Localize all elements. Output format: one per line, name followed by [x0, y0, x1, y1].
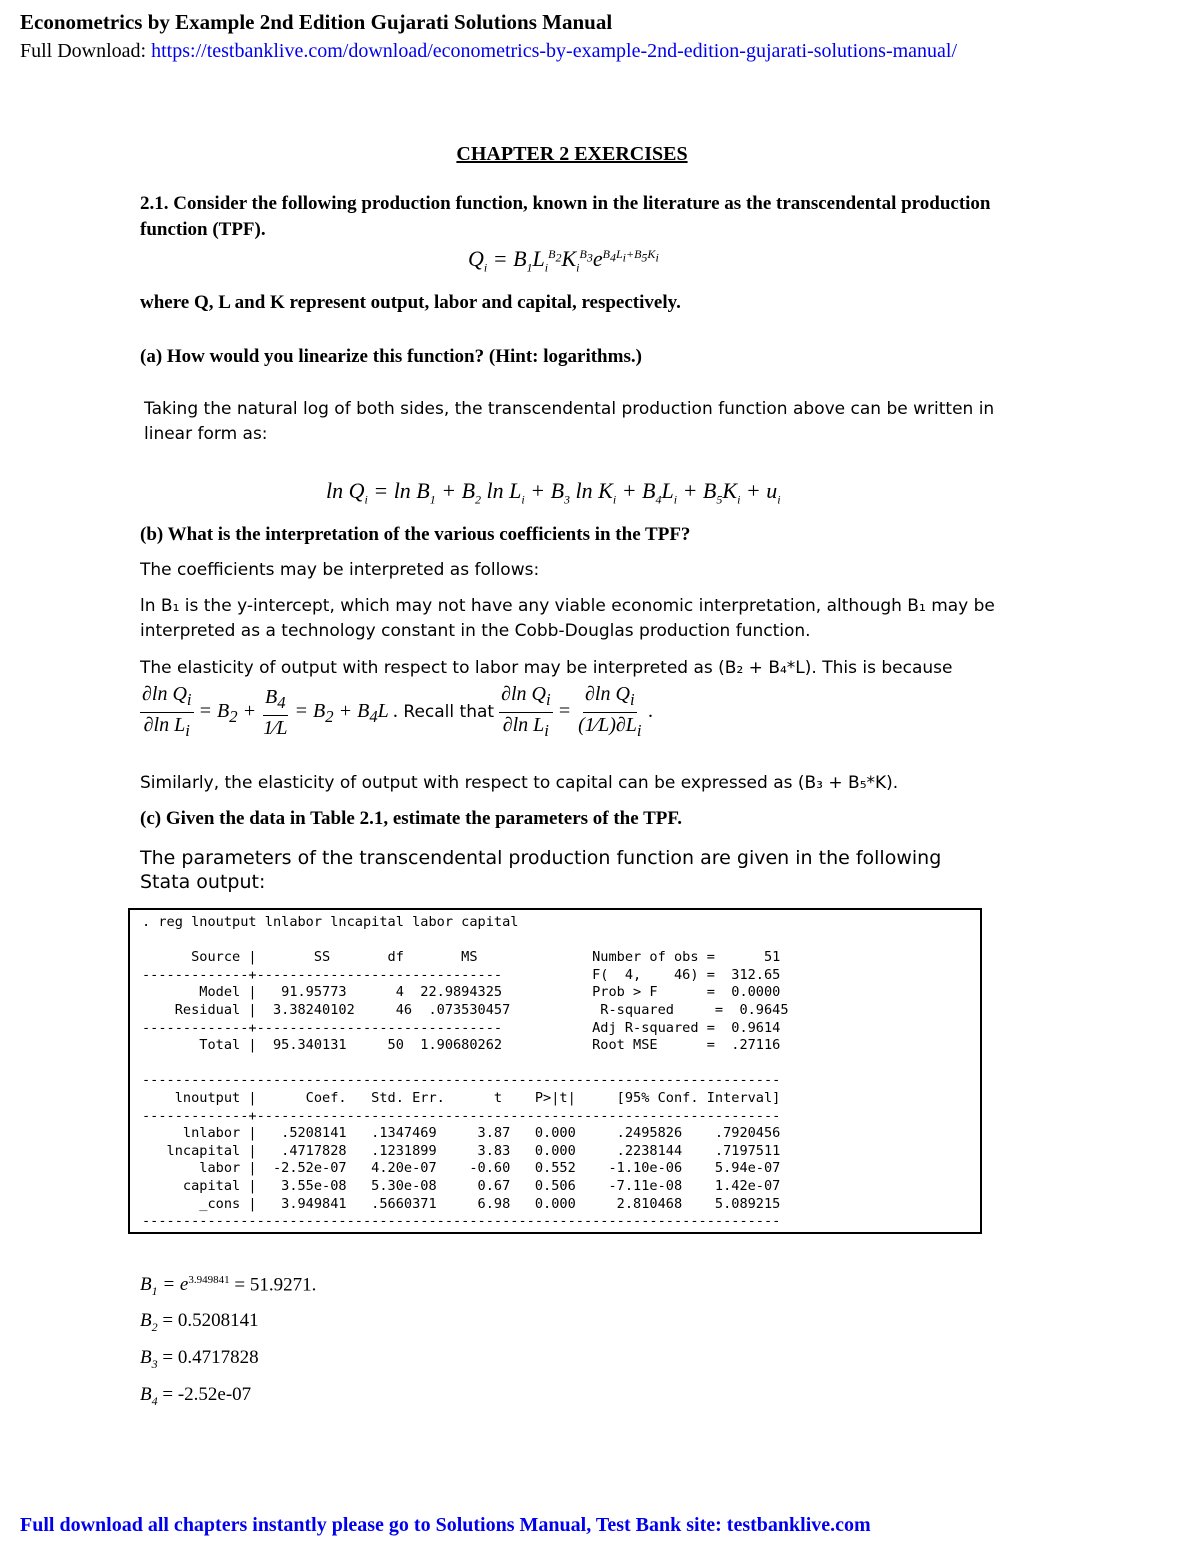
- elasticity-derivation: $\frac{\partial\ln Q_i}{\partial\ln L_i}$ = $B_2$ + $\frac{B_4}{1⁄L}$ = $B_2 + B_4L$ . Recall that $\frac{\partial\ln Q_i}{\partial\ln L_i}$ = $\frac{\partial\ln Q_i}{(1⁄L)\partial L_i}$ .: [142, 683, 654, 740]
- part-b-question: (b) What is the interpretation of the various coefficients in the TPF?: [140, 524, 691, 545]
- part-b-answer-4: Similarly, the elasticity of output with respect to capital can be expressed as (B₃ + B₅*K).: [140, 773, 899, 793]
- exercise-intro: 2.1. Consider the following production function, known in the literature as the transcendental production function (TPF).: [140, 193, 991, 240]
- result-b1: $B_1 = e^{3.949841} = 51.9271$.: [140, 1274, 317, 1299]
- b2-value: = 0.5208141: [162, 1310, 259, 1331]
- part-a-question: (a) How would you linearize this function? (Hint: logarithms.): [140, 346, 642, 367]
- where-line: where Q, L and K represent output, labor and capital, respectively.: [140, 292, 681, 313]
- stata-output: . reg lnoutput lnlabor lncapital labor capital Source | SS df MS Number of obs = 51 -------------+------------------------------ F( 4, 46) = 312.65 Model | 91.95773 4 22.9894325 Prob > F = 0.0000 Residual | 3.38240102 46 .073530457 R-squared = 0.9645 -------------+------------------------------ Adj R-squared = 0.9614 Total | 95.340131 50 1.90680262 Root MSE = .27116 ------------------------------------------------------------------------------ lnoutput | Coef. Std. Err. t P>|t| [95% Conf. Interval] -------------+---------------------------------------------------------------- lnlabor | .5208141 .1347469 3.87 0.000 .2495826 .7920456 lncapital | .4717828 .1231899 3.83 0.000 .2238144 .7197511 labor | -2.52e-07 4.20e-07 -0.60 0.552 -1.10e-06 5.94e-07 capital | 3.55e-08 5.30e-08 0.67 0.506 -7.11e-08 1.42e-07 _cons | 3.949841 .5660371 6.98 0.000 2.810468 5.089215 ------------------------------------------------------------------------------: [142, 914, 789, 1230]
- chapter-title: CHAPTER 2 EXERCISES: [456, 143, 688, 165]
- tpf-equation: $Q_i = B_1L_i^{B_2}K_i^{B_3}e^{B_4L_i+B_5K_i}$: [468, 246, 659, 275]
- b4-value: = -2.52e-07: [162, 1384, 252, 1405]
- footer-banner[interactable]: Full download all chapters instantly please go to Solutions Manual, Test Bank site: testbanklive.com: [20, 1514, 871, 1536]
- part-b-answer-3: The elasticity of output with respect to labor may be interpreted as (B₂ + B₄*L). This is because: [140, 658, 953, 678]
- download-label: Full Download:: [20, 40, 147, 62]
- b3-value: = 0.4717828: [162, 1347, 259, 1368]
- download-line: [20, 40, 957, 63]
- result-b4: $B_4 = -2.52e-07$: [140, 1384, 252, 1408]
- part-b-answer-2: ln B₁ is the y-intercept, which may not have any viable economic interpretation, although B₁ may be interpreted as a technology constant in the Cobb-Douglas production function.: [140, 596, 995, 641]
- result-b3: $B_3 = 0.4717828$: [140, 1347, 259, 1371]
- linear-equation: $\ln Q_i = \ln B_1 + B_2$ $\ln L_i + B_3$ $\ln K_i + B_4L_i + B_5K_i + u_i$: [326, 478, 781, 507]
- b1-value: = 51.9271.: [234, 1274, 317, 1296]
- recall-text: Recall that: [403, 702, 495, 723]
- part-b-answer-1: The coefficients may be interpreted as follows:: [140, 560, 540, 580]
- result-b2: $B_2 = 0.5208141$: [140, 1310, 259, 1334]
- part-a-answer: Taking the natural log of both sides, the transcendental production function above can be written in linear form as:: [144, 399, 995, 444]
- document-title: Econometrics by Example 2nd Edition Gujarati Solutions Manual: [20, 10, 613, 34]
- download-link[interactable]: https://testbanklive.com/download/econometrics-by-example-2nd-edition-gujarati-solutions-manual/: [151, 40, 958, 62]
- part-c-question: (c) Given the data in Table 2.1, estimate the parameters of the TPF.: [140, 808, 682, 829]
- stata-output-box: [128, 908, 982, 1234]
- part-c-answer: The parameters of the transcendental production function are given in the following Stata output:: [140, 847, 942, 893]
- b1-exponent: 3.949841: [188, 1274, 230, 1286]
